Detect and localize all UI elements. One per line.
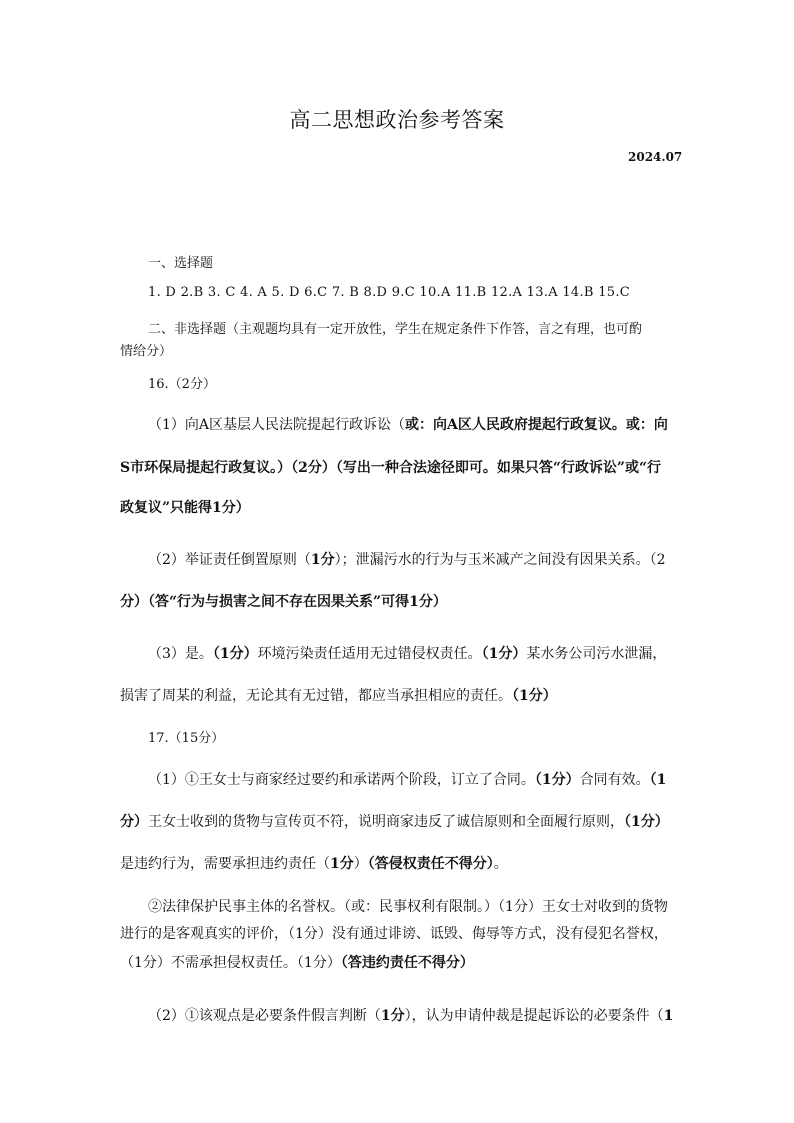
section-heading-choice: 一、选择题 — [148, 256, 214, 271]
q17-answer-2-line1: ②法律保护民事主体的名誉权。（或：民事权利有限制。）（1分）王女士对收到的货物 — [148, 899, 668, 915]
q16-a3-text2: 环境污染责任适用无过错侵权责任。 — [257, 646, 482, 662]
q17-a1-paren: ） — [353, 856, 368, 872]
q17-answer-2-line3 — [120, 952, 474, 972]
q17-a3-text2: ），认为申请仲裁是提起诉讼的必要条件（ — [404, 1008, 664, 1024]
q16-answer-2-line1 — [148, 549, 666, 569]
q17-a1-score2-cont: 分） — [120, 814, 148, 830]
q16-a3-text4: 损害了周某的利益，无论其有无过错，都应当承担相应的责任。 — [120, 688, 512, 704]
q17-answer-3-line1 — [148, 1005, 673, 1025]
q16-answer-3-line2 — [120, 685, 557, 705]
q16-answer-3-line1 — [148, 643, 666, 663]
q16-answer-1-line3 — [120, 497, 250, 517]
q16-a2-score: 1分 — [310, 552, 335, 568]
q17-a3-score2: 1 — [663, 1008, 674, 1024]
q16-a3-score2: （1分） — [481, 646, 527, 662]
q17-answer-1-line3 — [120, 853, 508, 873]
page-title: 高二思想政治参考答案 — [289, 108, 505, 132]
q16-a3-score3: （1分） — [512, 688, 557, 704]
choice-answers: 1. D 2.B 3. C 4. A 5. D 6.C 7. B 8.D 9.C 10.A 11.B 12.A 13.A 14.B 15.C — [148, 285, 631, 300]
q17-answer-2-line2: 进行的是客观真实的评价，（1分）没有通过诽谤、诋毁、侮辱等方式，没有侵犯名誉权， — [120, 926, 668, 942]
q17-a1-score3: （1分） — [624, 814, 669, 830]
q16-a1-text: （1）向A区基层人民法院提起行政诉讼（ — [148, 417, 406, 433]
q17-a1-score2: （1 — [649, 772, 667, 788]
q17-a1-text: （1）①王女士与商家经过要约和承诺两个阶段，订立了合同。 — [148, 772, 535, 788]
q17-a1-score1: （1分） — [534, 772, 580, 788]
q16-a1-note: 政复议”只能得1分） — [120, 500, 250, 516]
q17-answer-1-line2 — [120, 811, 669, 831]
q16-answer-1-line2 — [120, 457, 661, 477]
q17-answer-1-line1 — [148, 769, 666, 789]
q16-a1-alt-cont: S市环保局提起行政复议。）（2分）（写出一种合法途径即可。如果只答“行政诉讼”或“行 — [120, 460, 662, 476]
question-16-label: 16.（2分） — [148, 377, 216, 392]
q17-a2-text: （1分）不需承担侵权责任。（1分） — [120, 955, 341, 971]
q17-a1-text2: 合同有效。 — [579, 772, 650, 788]
section-heading-nonchoice-line1: 二、非选择题（主观题均具有一定开放性，学生在规定条件下作答，言之有理，也可酌 — [148, 322, 643, 337]
q17-a1-text4: 是违约行为，需要承担违约责任（ — [120, 856, 330, 872]
q16-a2-text-cont: ）；泄漏污水的行为与玉米减产之间没有因果关系。（2 — [334, 552, 666, 568]
q16-a2-note: 分）（答“行为与损害之间不存在因果关系”可得1分） — [120, 594, 447, 610]
question-17-label: 17.（15分） — [148, 731, 225, 746]
q17-a3-score1: 1分 — [380, 1008, 405, 1024]
q17-a1-text3: 王女士收到的货物与宣传页不符，说明商家违反了诚信原则和全面履行原则， — [148, 814, 624, 830]
q16-a2-text: （2）举证责任倒置原则（ — [148, 552, 311, 568]
q16-answer-2-line2 — [120, 591, 447, 611]
q17-a1-end: 。 — [493, 856, 508, 872]
q17-a1-note: （答侵权责任不得分） — [367, 856, 494, 872]
q16-a3-text: （3）是。 — [148, 646, 213, 662]
q17-a3-text: （2）①该观点是必要条件假言判断（ — [148, 1008, 381, 1024]
q16-a3-text3: 某水务公司污水泄漏， — [526, 646, 667, 662]
q16-a3-score1: （1分） — [212, 646, 258, 662]
document-date: 2024.07 — [628, 150, 683, 164]
q17-a1-score4: 1分 — [330, 856, 354, 872]
section-heading-nonchoice-line2: 情给分） — [120, 344, 173, 359]
q16-a1-alt: 或：向A区人民政府提起行政复议。或：向 — [405, 417, 668, 433]
q16-answer-1-line1 — [148, 414, 668, 434]
q17-a2-note: （答违约责任不得分） — [340, 955, 474, 971]
